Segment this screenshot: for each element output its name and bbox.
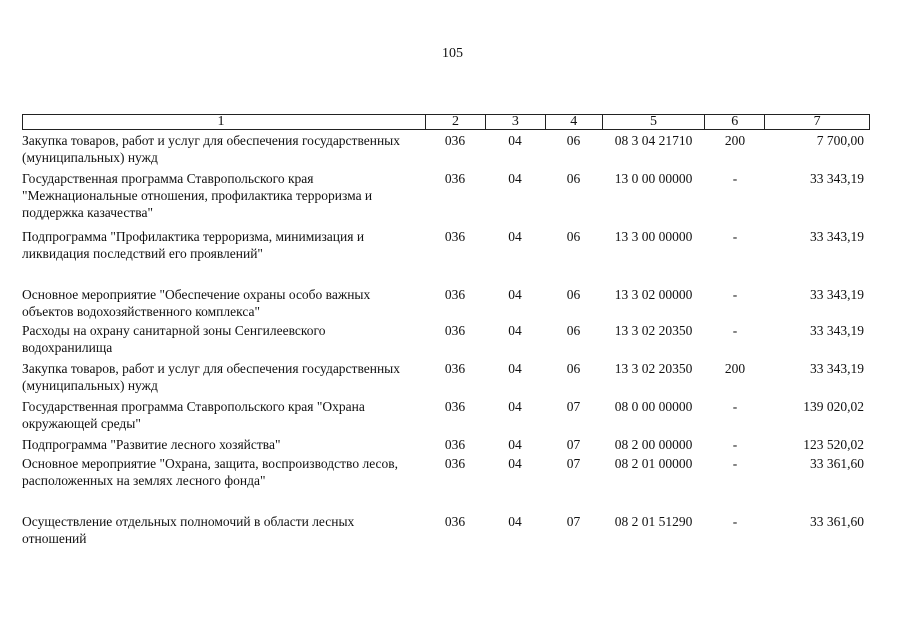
row-subsection: 07	[566, 456, 581, 471]
row-name: Основное мероприятие "Охрана, защита, воспроизводство лесов, расположенных на землях лесного фонда"	[22, 456, 399, 488]
table-header-row	[22, 114, 870, 130]
row-subsection: 06	[566, 133, 581, 148]
row-target-article: 08 2 01 00000	[614, 456, 693, 471]
row-amount: 123 520,02	[803, 437, 864, 452]
table-row	[22, 398, 870, 432]
row-target-article: 08 3 04 21710	[614, 133, 693, 148]
row-section: 04	[508, 287, 522, 302]
row-name: Подпрограмма "Профилактика терроризма, минимизация и ликвидация последствий его проявлений"	[22, 229, 365, 261]
table-row	[22, 360, 870, 394]
header-col-1: 1	[217, 114, 225, 129]
row-subsection: 06	[566, 287, 581, 302]
table-row	[22, 455, 870, 489]
row-section: 04	[508, 133, 522, 148]
row-code: 036	[444, 323, 466, 338]
row-section: 04	[508, 399, 522, 414]
row-target-article: 13 3 02 20350	[614, 361, 693, 376]
row-code: 036	[444, 287, 466, 302]
row-expense-type: -	[732, 456, 738, 471]
table-row	[22, 132, 870, 166]
row-code: 036	[444, 456, 466, 471]
row-target-article: 13 0 00 00000	[614, 171, 693, 186]
row-code: 036	[444, 361, 466, 376]
header-col-3: 3	[485, 115, 545, 129]
row-expense-type: -	[732, 399, 738, 414]
row-section: 04	[508, 323, 522, 338]
row-subsection: 06	[566, 171, 581, 186]
row-section: 04	[508, 437, 522, 452]
row-name: Осуществление отдельных полномочий в области лесных отношений	[22, 514, 355, 546]
row-subsection: 07	[566, 514, 581, 529]
header-col-5: 5	[602, 115, 705, 129]
row-code: 036	[444, 399, 466, 414]
row-amount: 33 343,19	[810, 323, 864, 338]
row-section: 04	[508, 456, 522, 471]
row-subsection: 06	[566, 361, 581, 376]
row-expense-type: -	[732, 287, 738, 302]
row-section: 04	[508, 229, 522, 244]
row-amount: 33 343,19	[810, 229, 864, 244]
row-section: 04	[508, 514, 522, 529]
row-name: Подпрограмма "Развитие лесного хозяйства"	[22, 437, 281, 452]
row-subsection: 07	[566, 437, 581, 452]
row-subsection: 06	[566, 323, 581, 338]
row-amount: 33 343,19	[810, 287, 864, 302]
row-amount: 33 361,60	[810, 456, 864, 471]
row-expense-type: -	[732, 323, 738, 338]
row-name: Государственная программа Ставропольского края "Межнациональные отношения, профилактика терроризма и поддержка казачества"	[22, 171, 373, 220]
row-code: 036	[444, 229, 466, 244]
row-amount: 139 020,02	[803, 399, 864, 414]
row-expense-type: -	[732, 437, 738, 452]
header-col-2: 2	[425, 115, 485, 129]
row-amount: 33 343,19	[810, 171, 864, 186]
row-expense-type: -	[732, 171, 738, 186]
row-name: Закупка товаров, работ и услуг для обеспечения государственных (муниципальных) нужд	[22, 361, 401, 393]
row-code: 036	[444, 437, 466, 452]
row-expense-type: -	[732, 229, 738, 244]
row-name: Закупка товаров, работ и услуг для обеспечения государственных (муниципальных) нужд	[22, 133, 401, 165]
row-code: 036	[444, 514, 466, 529]
table-row	[22, 228, 870, 262]
header-col-4: 4	[545, 115, 602, 129]
row-name: Основное мероприятие "Обеспечение охраны особо важных объектов водохозяйственного комплекса"	[22, 287, 371, 319]
row-subsection: 07	[566, 399, 581, 414]
row-name: Расходы на охрану санитарной зоны Сенгилеевского водохранилища	[22, 323, 326, 355]
page-number: 105	[442, 46, 463, 61]
row-section: 04	[508, 361, 522, 376]
row-target-article: 13 3 02 20350	[614, 323, 693, 338]
row-section: 04	[508, 171, 522, 186]
header-col-7: 7	[764, 115, 869, 129]
budget-table	[22, 114, 870, 546]
table-row	[22, 436, 870, 453]
row-target-article: 08 2 00 00000	[614, 437, 693, 452]
table-row	[22, 322, 870, 356]
row-code: 036	[444, 133, 466, 148]
row-amount: 7 700,00	[816, 133, 864, 148]
row-target-article: 13 3 00 00000	[614, 229, 693, 244]
row-expense-type: -	[732, 514, 738, 529]
row-expense-type: 200	[724, 361, 746, 376]
table-row	[22, 513, 870, 547]
row-name: Государственная программа Ставропольского края "Охрана окружающей среды"	[22, 399, 365, 431]
row-subsection: 06	[566, 229, 581, 244]
row-amount: 33 361,60	[810, 514, 864, 529]
row-target-article: 08 0 00 00000	[614, 399, 693, 414]
row-expense-type: 200	[724, 133, 746, 148]
header-col-6: 6	[704, 115, 764, 129]
table-row	[22, 170, 870, 221]
row-amount: 33 343,19	[810, 361, 864, 376]
row-target-article: 13 3 02 00000	[614, 287, 693, 302]
row-target-article: 08 2 01 51290	[614, 514, 693, 529]
row-code: 036	[444, 171, 466, 186]
table-row	[22, 286, 870, 320]
